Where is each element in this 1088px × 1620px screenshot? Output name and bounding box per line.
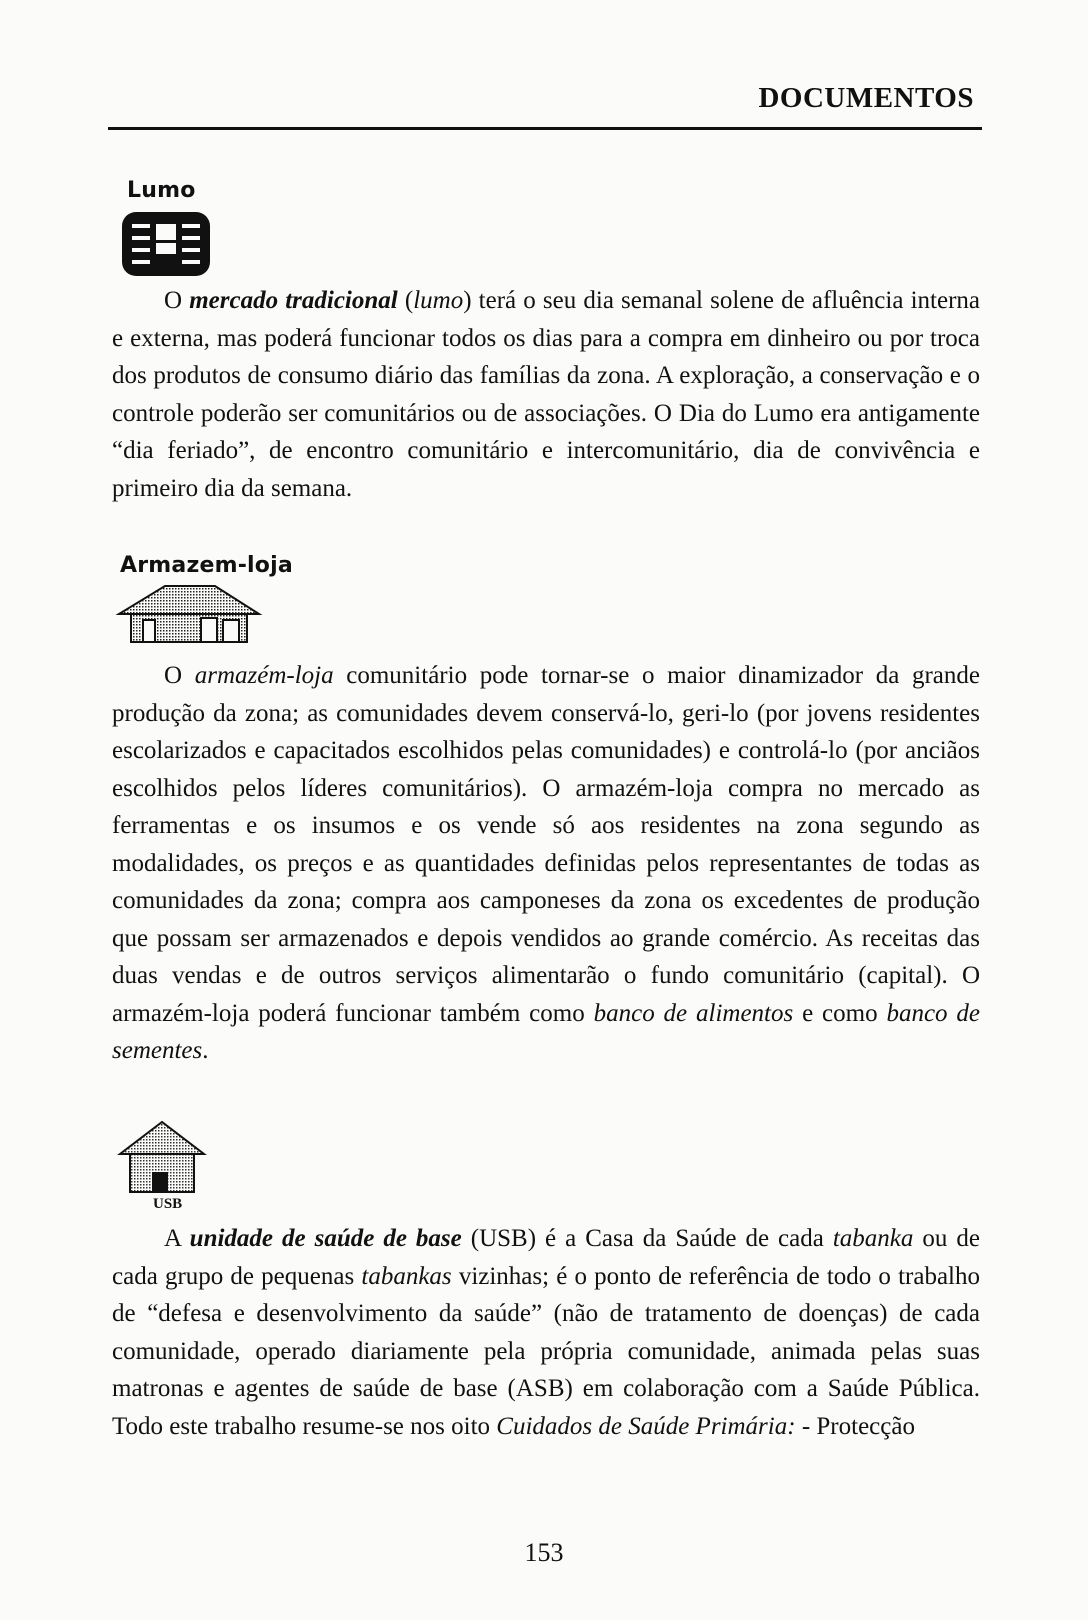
- section-heading-lumo: Lumo: [127, 178, 196, 203]
- paragraph-armazem-loja: O armazém-loja comunitário pode tornar-se o maior dinamizador da grande produção da zona; as comunidades devem conservá-lo, geri-lo (por jovens residentes escolarizados e capacitados escolhidos pelas comunidades) e controlá-lo (por anciãos escolhidos pelos líderes comunitários). O armazém-loja compra no mercado as ferramentas e os insumos e os vende só aos residentes na zona segundo as modalidades, os preços e as quantidades definidas pelos representantes de todas as comunidades da zona; compra aos camponeses da zona os excedentes de produção que possam ser armazenados e depois vendidos ao grande comércio. As receitas das duas vendas e de outros serviços alimentarão o fundo comunitário (capital). O armazém-loja poderá funcionar também como banco de alimentos e como banco de sementes.: [112, 662, 981, 1064]
- usb-icon-label: USB: [153, 1196, 183, 1212]
- warehouse-icon: [115, 582, 263, 644]
- running-title: DOCUMENTOS: [758, 82, 974, 114]
- market-icon: [120, 210, 212, 278]
- paragraph-lumo: O mercado tradicional (lumo) terá o seu dia semanal solene de afluência interna e externa, mas poderá funcionar todos os dias para a compra em dinheiro ou por troca dos produtos de consumo diário das famílias da zona. A exploração, a conservação e o controle poderão ser comunitários ou de associações. O Dia do Lumo era antigamente “dia feriado”, de encontro comunitário e intercomunitário, dia de convivência e primeiro dia da semana.: [112, 287, 980, 502]
- header-rule: [108, 127, 982, 130]
- health-house-icon: [116, 1118, 208, 1194]
- paragraph-usb: A unidade de saúde de base (USB) é a Casa da Saúde de cada tabanka ou de cada grupo de pequenas tabankas vizinhas; é o ponto de referência de todo o trabalho de “defesa e desenvolvimento da saúde” (não de tratamento de doenças) de cada comunidade, operado diariamente pela própria comunidade, animada pelas suas matronas e agentes de saúde de base (ASB) em colaboração com a Saúde Pública. Todo este trabalho resume-se nos oito Cuidados de Saúde Primária: - Protecção: [112, 1225, 980, 1440]
- section-heading-armazem-loja: Armazem-loja: [120, 553, 293, 578]
- page-number: 153: [524, 1538, 564, 1567]
